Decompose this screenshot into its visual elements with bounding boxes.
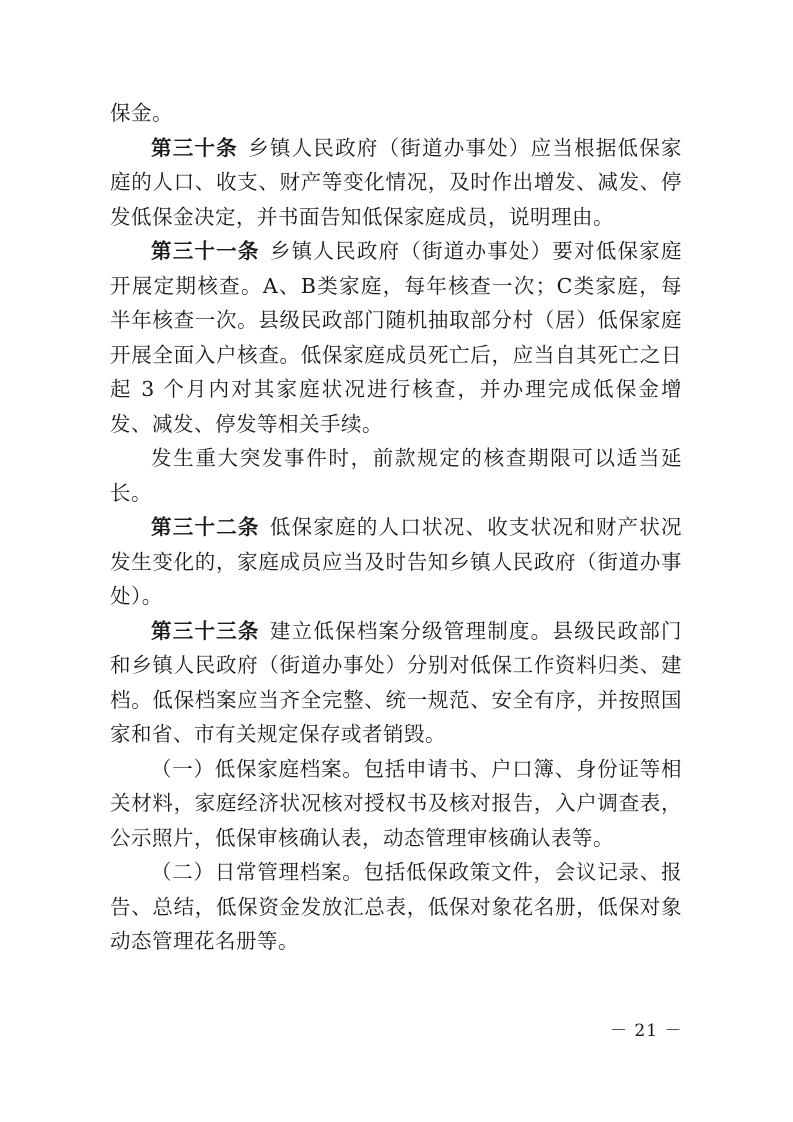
article-31 <box>110 234 682 441</box>
paragraph-0 <box>110 96 682 131</box>
paragraph-text: 建立低保档案分级管理制度。县级民政部门和乡镇人民政府（街道办事处）分别对低保工作资料归类、建档。低保档案应当齐全完整、统一规范、安全有序，并按照国家和省、市有关规定保存或者销毁。 <box>110 618 683 746</box>
page-number: － 21 － <box>610 1021 683 1041</box>
paragraph-text: （一）低保家庭档案。包括申请书、户口簿、身份证等相关材料，家庭经济状况核对授权书及核对报告，入户调查表，公示照片，低保审核确认表，动态管理审核确认表等。 <box>110 756 682 850</box>
paragraph-extension <box>110 441 682 510</box>
article-32 <box>110 510 682 614</box>
paragraph-text: 发生重大突发事件时，前款规定的核查期限可以适当延长。 <box>110 446 682 505</box>
paragraph-text: 乡镇人民政府（街道办事处）应当根据低保家庭的人口、收支、财产等变化情况，及时作出增发、减发、停发低保金决定，并书面告知低保家庭成员，说明理由。 <box>110 135 683 229</box>
list-item-family-archive <box>110 752 682 856</box>
article-heading: 第三十三条 <box>151 618 260 643</box>
article-heading: 第三十二条 <box>151 515 260 539</box>
paragraph-text: 保金。 <box>110 101 173 125</box>
article-heading: 第三十一条 <box>151 239 260 263</box>
article-heading: 第三十条 <box>151 135 238 160</box>
paragraph-text: （二）日常管理档案。包括低保政策文件，会议记录、报告、总结，低保资金发放汇总表，低保对象花名册，低保对象动态管理花名册等。 <box>110 860 682 953</box>
paragraph-text: 乡镇人民政府（街道办事处）要对低保家庭开展定期核查。A、B类家庭，每年核查一次；C类家庭，每半年核查一次。县级民政部门随机抽取部分村（居）低保家庭开展全面入户核查。低保家庭成员死亡后，应当自其死亡之日起 3 个月内对其家庭状况进行核查，并办理完成低保金增发、减发、停发等相关手续。 <box>110 239 683 436</box>
article-30 <box>110 131 682 235</box>
document-body <box>110 96 682 959</box>
article-33 <box>110 614 682 752</box>
list-item-daily-archive <box>110 855 682 959</box>
paragraph-text: 低保家庭的人口状况、收支状况和财产状况发生变化的，家庭成员应当及时告知乡镇人民政府（街道办事处）。 <box>110 515 683 608</box>
